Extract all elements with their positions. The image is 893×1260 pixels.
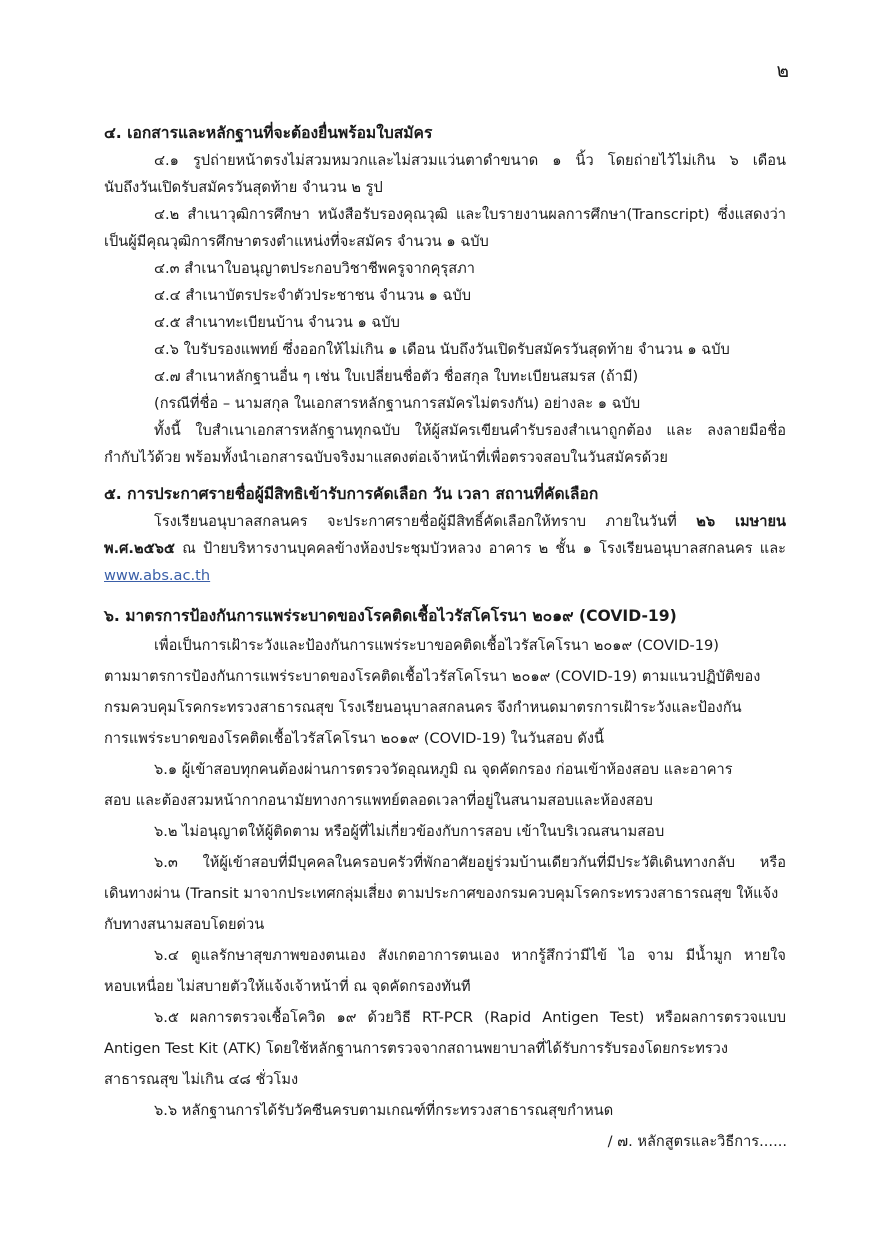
section-6-title: ๖. มาตรการป้องกันการแพร่ระบาดของโรคติดเชื้อไวรัสโคโรนา ๒๐๑๙ (COVID-19) <box>104 607 677 625</box>
section-6-line: ๖.๕ ผลการตรวจเชื้อโควิด ๑๙ ด้วยวิธี RT-PCR (Rapid Antigen Test) หรือผลการตรวจแบบ <box>154 1009 786 1026</box>
announcement-year: พ.ศ.๒๕๖๕ <box>104 540 175 557</box>
section-6-line: ๖.๖ หลักฐานการได้รับวัคซีนครบตามเกณฑ์ที่กระทรวงสาธารณสุขกำหนด <box>154 1102 614 1119</box>
section-6-line: ๖.๑ ผู้เข้าสอบทุกคนต้องผ่านการตรวจวัดอุณหภูมิ ณ จุดคัดกรอง ก่อนเข้าห้องสอบ และอาคาร <box>154 761 733 778</box>
section-6-line: Antigen Test Kit (ATK) โดยใช้หลักฐานการตรวจจากสถานพยาบาลที่ได้รับการรับรองโดยกระทรวง <box>104 1040 728 1057</box>
section-5-line <box>104 535 786 562</box>
section-6-line: สอบ และต้องสวมหน้ากากอนามัยทางการแพทย์ตลอดเวลาที่อยู่ในสนามสอบและห้องสอบ <box>104 792 653 809</box>
announcement-location: ณ ป้ายบริหารงานบุคคลข้างห้องประชุมบัวหลวง อาคาร ๒ ชั้น ๑ โรงเรียนอนุบาลสกลนคร และ <box>182 540 786 557</box>
section-4-line: ๔.๕ สำเนาทะเบียนบ้าน จำนวน ๑ ฉบับ <box>154 314 400 331</box>
section-5-title: ๕. การประกาศรายชื่อผู้มีสิทธิเข้ารับการคัดเลือก วัน เวลา สถานที่คัดเลือก <box>104 485 599 503</box>
section-6-line: ๖.๔ ดูแลรักษาสุขภาพของตนเอง สังเกตอาการตนเอง หากรู้สึกว่ามีไข้ ไอ จาม มีน้ำมูก หายใจ <box>154 947 786 964</box>
section-4-line: ๔.๔ สำเนาบัตรประจำตัวประชาชน จำนวน ๑ ฉบับ <box>154 287 472 304</box>
section-6-line: การแพร่ระบาดของโรคติดเชื้อไวรัสโคโรนา ๒๐๑๙ (COVID-19) ในวันสอบ ดังนี้ <box>104 730 604 747</box>
section-4-line: ๔.๒ สำเนาวุฒิการศึกษา หนังสือรับรองคุณวุฒิ และใบรายงานผลการศึกษา(Transcript) ซึ่งแสดงว่า <box>154 206 786 223</box>
section-6-line: ๖.๓ ให้ผู้เข้าสอบที่มีบุคคลในครอบครัวที่พักอาศัยอยู่ร่วมบ้านเดียวกันที่มีประวัติเดินทางกลับ หรือ <box>154 854 786 871</box>
section-4-line: ๔.๑ รูปถ่ายหน้าตรงไม่สวมหมวกและไม่สวมแว่นตาดำขนาด ๑ นิ้ว โดยถ่ายไว้ไม่เกิน ๖ เดือน <box>154 152 786 169</box>
section-4-line: ทั้งนี้ ใบสำเนาเอกสารหลักฐานทุกฉบับ ให้ผู้สมัครเขียนคำรับรองสำเนาถูกต้อง และ ลงลายมือชื่อ <box>154 422 786 439</box>
page-number: ๒ <box>776 60 789 82</box>
section-4-line: เป็นผู้มีคุณวุฒิการศึกษาตรงตำแหน่งที่จะสมัคร จำนวน ๑ ฉบับ <box>104 233 489 250</box>
section-4-line: ๔.๗ สำเนาหลักฐานอื่น ๆ เช่น ใบเปลี่ยนชื่อตัว ชื่อสกุล ใบทะเบียนสมรส (ถ้ามี) <box>154 368 639 385</box>
section-4-title: ๔. เอกสารและหลักฐานที่จะต้องยื่นพร้อมใบสมัคร <box>104 124 433 142</box>
document-body <box>104 120 786 1126</box>
section-6-line: เดินทางผ่าน (Transit มาจากประเทศกลุ่มเสี่ยง ตามประกาศของกรมควบคุมโรคกระทรวงสาธารณสุข ให้แจ้ง <box>104 885 779 902</box>
section-4-line: กำกับไว้ด้วย พร้อมทั้งนำเอกสารฉบับจริงมาแสดงต่อเจ้าหน้าที่เพื่อตรวจสอบในวันสมัครด้วย <box>104 449 668 466</box>
section-6-line: กรมควบคุมโรคกระทรวงสาธารณสุข โรงเรียนอนุบาลสกลนคร จึงกำหนดมาตรการเฝ้าระวังและป้องกัน <box>104 699 742 716</box>
section-6-body <box>104 630 786 1126</box>
continuation-footer: / ๗. หลักสูตรและวิธีการ...... <box>607 1133 787 1150</box>
section-6-line: ตามมาตรการป้องกันการแพร่ระบาดของโรคติดเชื้อไวรัสโคโรนา ๒๐๑๙ (COVID-19) ตามแนวปฏิบัติของ <box>104 668 761 685</box>
section-4-line: ๔.๓ สำเนาใบอนุญาตประกอบวิชาชีพครูจากคุรุสภา <box>154 260 475 277</box>
section-4-line: นับถึงวันเปิดรับสมัครวันสุดท้าย จำนวน ๒ รูป <box>104 179 383 196</box>
section-4-line: ๔.๖ ใบรับรองแพทย์ ซึ่งออกให้ไม่เกิน ๑ เดือน นับถึงวันเปิดรับสมัครวันสุดท้าย จำนวน ๑ ฉบับ <box>154 341 730 358</box>
section-6-line: หอบเหนื่อย ไม่สบายตัวให้แจ้งเจ้าหน้าที่ ณ จุดคัดกรองทันที <box>104 978 471 995</box>
section-5-line <box>104 562 786 589</box>
section-6-line: เพื่อเป็นการเฝ้าระวังและป้องกันการแพร่ระบาขอคติดเชื้อไวรัสโคโรนา ๒๐๑๙ (COVID-19) <box>154 637 719 654</box>
announcement-text: โรงเรียนอนุบาลสกลนคร จะประกาศรายชื่อผู้มีสิทธิ์คัดเลือกให้ทราบ ภายในวันที่ <box>154 513 677 530</box>
section-6-line: กับทางสนามสอบโดยด่วน <box>104 916 265 933</box>
section-6-line: ๖.๒ ไม่อนุญาตให้ผู้ติดตาม หรือผู้ที่ไม่เกี่ยวข้องกับการสอบ เข้าในบริเวณสนามสอบ <box>154 823 665 840</box>
announcement-date: ๒๖ เมษายน <box>696 513 787 530</box>
website-link[interactable]: www.abs.ac.th <box>104 567 211 584</box>
section-5-line <box>104 508 786 535</box>
section-4-line: (กรณีที่ชื่อ – นามสกุล ในเอกสารหลักฐานการสมัครไม่ตรงกัน) อย่างละ ๑ ฉบับ <box>154 395 641 412</box>
section-6-line: สาธารณสุข ไม่เกิน ๔๘ ชั่วโมง <box>104 1071 299 1088</box>
